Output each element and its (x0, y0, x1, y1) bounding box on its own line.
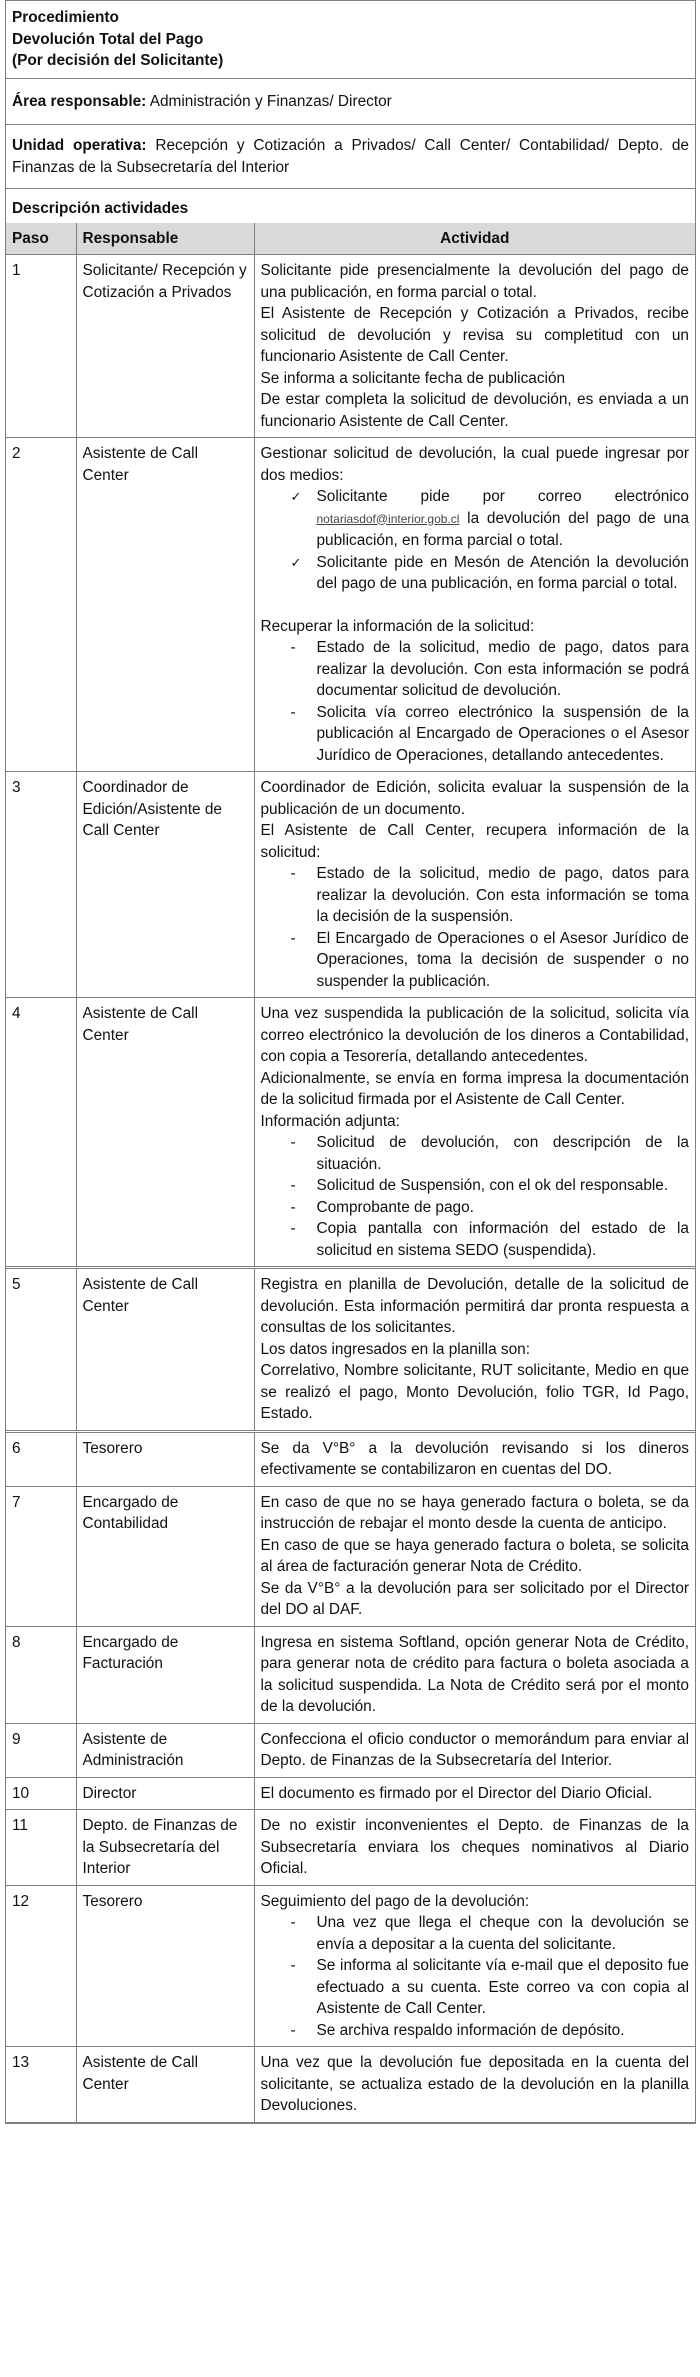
item-text: Solicitante pide en Mesón de Atención la devolución del pago de una publicación, en forma parcial o total. (316, 553, 689, 592)
step-activity (254, 1777, 695, 1810)
title-line-3: (Por decisión del Solicitante) (12, 52, 224, 69)
step-responsable: Solicitante/ Recepción y Cotización a Privados (76, 255, 254, 438)
document-title (6, 1, 695, 79)
step-responsable: Coordinador de Edición/Asistente de Call Center (76, 772, 254, 998)
step-activity (254, 1810, 695, 1886)
activity-paragraph: El documento es firmado por el Director del Diario Oficial. (260, 1784, 653, 1802)
table-header-row (6, 223, 695, 255)
list-item (261, 702, 690, 767)
step-responsable: Asistente de Call Center (76, 998, 254, 1268)
area-label: Área responsable: (12, 92, 147, 110)
step-number: 10 (6, 1777, 76, 1810)
item-text: Estado de la solicitud, medio de pago, datos para realizar la devolución. Con esta información se podrá documentar solicitud de devolución. (316, 639, 689, 699)
activity-paragraph: Adicionalmente, se envía en forma impresa la documentación de la solicitud firmada por el Asistente de Call Center. (260, 1069, 689, 1108)
step-number: 7 (6, 1486, 76, 1626)
unidad-label: Unidad operativa: (12, 137, 147, 154)
activity-paragraph: Coordinador de Edición, solicita evaluar la suspensión de la publicación de un documento. (260, 779, 689, 818)
activity-paragraph: Una vez suspendida la publicación de la solicitud, solicita vía correo electrónico la devolución de los dineros a Contabilidad, con copia a Tesorería, detallando antecedentes. (260, 1005, 689, 1065)
step-activity (254, 1885, 695, 2047)
activity-paragraph: Información adjunta: (260, 1112, 400, 1130)
list-item (261, 486, 690, 552)
step-activity (254, 1268, 695, 1432)
dash-bullet: - (290, 865, 296, 882)
list-item (261, 637, 690, 702)
unidad-operativa (6, 125, 695, 189)
dash-list (261, 863, 690, 992)
dash-list (261, 1912, 690, 2041)
activity-paragraph: El Asistente de Recepción y Cotización a Privados, recibe solicitud de devolución y revisa su completitud con un funcionario Asistente de Call Center. (260, 305, 689, 365)
dash-bullet: - (290, 1177, 296, 1194)
table-row (6, 1431, 695, 1486)
dash-list (261, 1132, 690, 1261)
area-responsable (6, 79, 695, 126)
activity-paragraph: Los datos ingresados en la planilla son: (260, 1340, 531, 1358)
activity-paragraph: Gestionar solicitud de devolución, la cual puede ingresar por dos medios: (260, 445, 689, 484)
step-activity (254, 1723, 695, 1777)
checkmark-icon: ✓ (290, 554, 302, 570)
table-row (6, 1626, 695, 1723)
table-row (6, 772, 695, 998)
step-responsable: Director (76, 1777, 254, 1810)
list-item (261, 1132, 690, 1175)
activity-paragraph: Se da V°B° a la devolución revisando si los dineros efectivamente se contabilizaron en cuentas del DO. (260, 1439, 689, 1478)
activity-paragraph: Solicitante pide presencialmente la devolución del pago de una publicación, en forma parcial o total. (260, 262, 689, 301)
activity-paragraph: De estar completa la solicitud de devolución, es enviada a un funcionario Asistente de Call Center. (260, 391, 689, 430)
step-activity (254, 998, 695, 1268)
step-activity (254, 438, 695, 772)
table-row (6, 2047, 695, 2123)
step-number: 5 (6, 1268, 76, 1432)
step-number: 3 (6, 772, 76, 998)
activities-table (6, 223, 695, 2123)
dash-bullet: - (290, 1134, 296, 1151)
step-number: 9 (6, 1723, 76, 1777)
item-text: El Encargado de Operaciones o el Asesor Jurídico de Operaciones, toma la decisión de suspender o no suspender la publicación. (316, 929, 689, 990)
activity-paragraph: En caso de que no se haya generado factura o boleta, se da instrucción de rebajar el monto desde la cuenta de anticipo. (260, 1493, 689, 1532)
email-link[interactable]: notariasdof@interior.gob.cl (316, 511, 460, 526)
step-number: 8 (6, 1626, 76, 1723)
table-row (6, 1723, 695, 1777)
table-row (6, 1810, 695, 1886)
step-responsable: Depto. de Finanzas de la Subsecretaría del Interior (76, 1810, 254, 1886)
dash-bullet: - (290, 1220, 296, 1237)
spacer (261, 595, 690, 616)
list-item (261, 863, 690, 928)
table-row (6, 1777, 695, 1810)
activity-paragraph: En caso de que se haya generado factura o boleta, se solicita al área de facturación generar Nota de Crédito. (260, 1536, 689, 1575)
item-text: Estado de la solicitud, medio de pago, datos para realizar la devolución. Con esta información se toma la decisión de la suspensión. (316, 865, 689, 925)
dash-bullet: - (290, 2021, 296, 2039)
item-text: Solicitante pide por correo electrónico (316, 488, 689, 505)
activity-paragraph: Se informa a solicitante fecha de publicación (260, 369, 566, 387)
item-text: Se informa al solicitante vía e-mail que el deposito fue efectuado a su cuenta. Este correo va con copia al Asistente de Call Center. (316, 1957, 689, 2017)
step-responsable: Asistente de Administración (76, 1723, 254, 1777)
item-text: la devolución del pago de una publicación, en forma parcial o total. (316, 509, 689, 549)
dash-bullet: - (290, 703, 296, 721)
unidad-value: Recepción y Cotización a Privados/ Call Center/ Contabilidad/ Depto. de Finanzas de la Subsecretaría del Interior (12, 137, 689, 176)
activity-paragraph: El Asistente de Call Center, recupera información de la solicitud: (260, 822, 689, 861)
check-list (261, 486, 690, 595)
step-responsable: Tesorero (76, 1885, 254, 2047)
activity-paragraph: Confecciona el oficio conductor o memorándum para enviar al Depto. de Finanzas de la Subsecretaría del Interior. (260, 1730, 689, 1769)
descripcion-actividades: Descripción actividades (12, 200, 189, 217)
step-responsable: Asistente de Call Center (76, 438, 254, 772)
activity-paragraph: Una vez que la devolución fue depositada en la cuenta del solicitante, se actualiza estado de la devolución en la planilla Devoluciones. (260, 2054, 689, 2114)
table-row (6, 255, 695, 438)
activity-paragraph: Correlativo, Nombre solicitante, RUT solicitante, Medio en que se realizó el pago, Monto Devolución, folio TGR, Id Pago, Estado. (260, 1362, 689, 1422)
item-text: Solicitud de Suspensión, con el ok del responsable. (316, 1177, 669, 1194)
step-responsable: Asistente de Call Center (76, 1268, 254, 1432)
dash-bullet: - (290, 639, 296, 656)
activity-paragraph: Ingresa en sistema Softland, opción generar Nota de Crédito, para generar nota de crédito para factura o boleta asociada a la solicitud suspendida. La Nota de Crédito será por el monto de la devolución. (260, 1633, 689, 1715)
step-activity (254, 1431, 695, 1486)
step-responsable: Tesorero (76, 1431, 254, 1486)
dash-bullet: - (290, 1198, 296, 1216)
step-number: 12 (6, 1885, 76, 2047)
step-activity (254, 772, 695, 998)
checkmark-icon: ✓ (290, 489, 302, 504)
step-number: 4 (6, 998, 76, 1268)
title-line-2: Devolución Total del Pago (12, 30, 204, 48)
list-item (261, 928, 690, 993)
activity-paragraph: Se da V°B° a la devolución para ser solicitado por el Director del DO al DAF. (260, 1579, 689, 1618)
step-responsable: Asistente de Call Center (76, 2047, 254, 2123)
item-text: Solicita vía correo electrónico la suspensión de la publicación al Encargado de Operaciones o el Asesor Jurídico de Operaciones, detallando antecedentes. (316, 703, 689, 764)
table-row (6, 1268, 695, 1432)
list-item (261, 1175, 690, 1197)
item-text: Solicitud de devolución, con descripción de la situación. (316, 1134, 689, 1173)
activity-paragraph: Recuperar la información de la solicitud: (260, 617, 535, 635)
list-item (261, 2020, 690, 2042)
item-text: Se archiva respaldo información de depósito. (316, 2021, 625, 2039)
step-number: 6 (6, 1431, 76, 1486)
step-responsable: Encargado de Contabilidad (76, 1486, 254, 1626)
column-header-actividad: Actividad (254, 223, 695, 255)
step-responsable: Encargado de Facturación (76, 1626, 254, 1723)
item-text: Comprobante de pago. (316, 1198, 474, 1216)
title-line-1: Procedimiento (12, 9, 119, 26)
dash-list (261, 637, 690, 766)
step-activity (254, 2047, 695, 2123)
step-number: 2 (6, 438, 76, 772)
item-text: Copia pantalla con información del estado de la solicitud en sistema SEDO (suspendida). (316, 1220, 689, 1259)
step-activity (254, 255, 695, 438)
dash-bullet: - (290, 929, 296, 947)
step-activity (254, 1626, 695, 1723)
table-row (6, 1885, 695, 2047)
column-header-paso: Paso (6, 223, 76, 255)
column-header-responsable: Responsable (76, 223, 254, 255)
list-item (261, 1218, 690, 1261)
area-value: Administración y Finanzas/ Director (149, 92, 392, 110)
item-text: Una vez que llega el cheque con la devolución se envía a depositar a la cuenta del solicitante. (316, 1914, 689, 1953)
dash-bullet: - (290, 1957, 296, 1974)
step-number: 13 (6, 2047, 76, 2123)
activity-paragraph: De no existir inconvenientes el Depto. de Finanzas de la Subsecretaría enviara los cheques nominativos al Diario Oficial. (260, 1817, 689, 1877)
step-activity (254, 1486, 695, 1626)
table-row (6, 998, 695, 1268)
dash-bullet: - (290, 1914, 296, 1931)
list-item (261, 1912, 690, 1955)
table-row (6, 1486, 695, 1626)
list-item (261, 1955, 690, 2020)
step-number: 1 (6, 255, 76, 438)
list-item (261, 552, 690, 595)
activity-paragraph: Registra en planilla de Devolución, detalle de la solicitud de devolución. Esta información permitirá dar pronta respuesta a consultas de los solicitantes. (260, 1276, 689, 1336)
activity-paragraph: Seguimiento del pago de la devolución: (260, 1892, 530, 1910)
procedure-document (5, 0, 696, 2124)
step-number: 11 (6, 1810, 76, 1886)
table-row (6, 438, 695, 772)
list-item (261, 1197, 690, 1219)
